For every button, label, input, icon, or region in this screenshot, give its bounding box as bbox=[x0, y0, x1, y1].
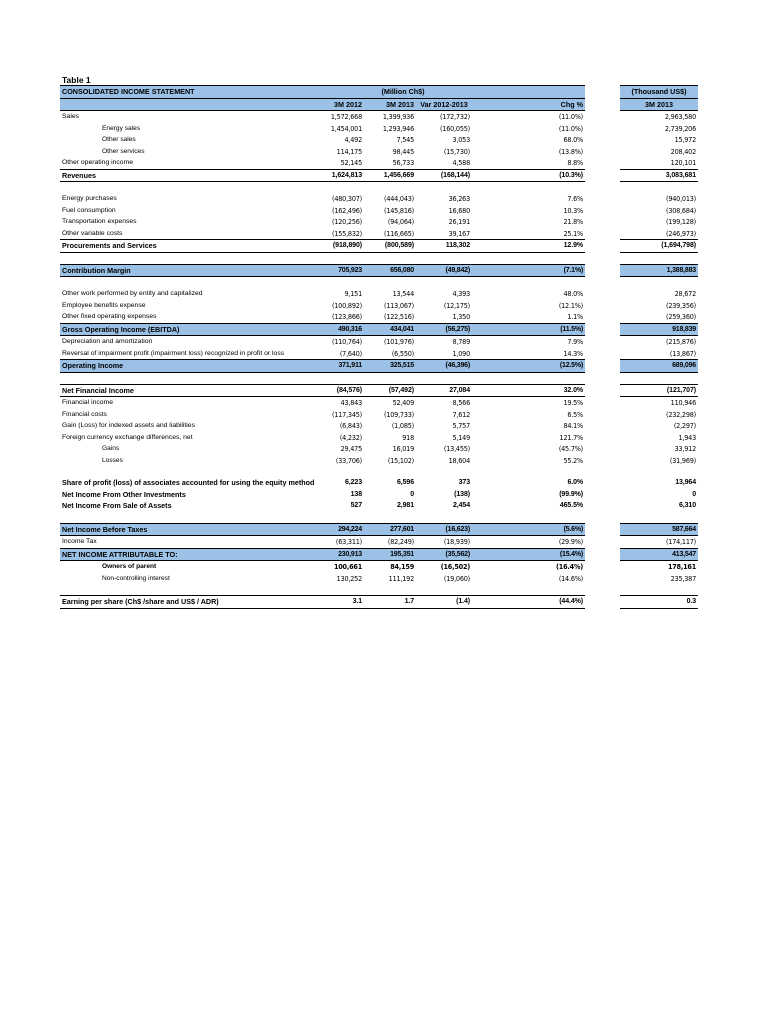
row-label: Owners of parent bbox=[102, 563, 157, 570]
value-chg: 8.8% bbox=[567, 158, 583, 167]
value-3m2012: 114,175 bbox=[336, 146, 362, 156]
value-chg: 465.5% bbox=[559, 502, 583, 509]
value-chg: (5.6%) bbox=[520, 523, 585, 536]
value-3m2013: (444,043) bbox=[384, 194, 414, 203]
value-3m2013: 0 bbox=[410, 490, 414, 498]
value-chg: 21.8% bbox=[563, 217, 583, 226]
value-3m2013: 656,080 bbox=[364, 264, 416, 277]
row-revenues bbox=[60, 169, 698, 182]
row-financial-income bbox=[60, 397, 698, 409]
value-3m2012: 52,145 bbox=[340, 158, 362, 167]
value-3m2013: 918 bbox=[402, 432, 414, 442]
value-var: 39,167 bbox=[448, 228, 470, 238]
row-energy-sales bbox=[60, 123, 698, 135]
value-chg: 19.5% bbox=[563, 398, 583, 407]
value-usd: (246,973) bbox=[666, 228, 696, 238]
value-3m2012: (6,843) bbox=[339, 421, 362, 430]
value-3m2012: (918,890) bbox=[286, 240, 364, 253]
value-3m2013: 7,545 bbox=[396, 135, 414, 144]
value-3m2012: 527 bbox=[350, 502, 362, 509]
value-chg: (14.6%) bbox=[558, 573, 583, 583]
row-energy-purchases bbox=[60, 193, 698, 205]
value-3m2013: (145,816) bbox=[384, 205, 414, 215]
value-var: 4,393 bbox=[452, 289, 470, 298]
row-label: Gain (Loss) for indexed assets and liabilities bbox=[62, 422, 195, 429]
value-3m2012: 3.1 bbox=[286, 596, 364, 609]
value-var: (16,502) bbox=[440, 562, 470, 571]
spacer-row bbox=[60, 252, 698, 264]
value-chg: 32.0% bbox=[520, 384, 585, 397]
value-3m2013: 52,409 bbox=[392, 398, 414, 407]
value-3m2013: 56,733 bbox=[392, 158, 414, 167]
value-usd: 120,101 bbox=[670, 158, 696, 167]
value-usd: (215,876) bbox=[666, 337, 696, 346]
value-3m2013: (6,550) bbox=[391, 348, 414, 358]
row-label: Net Income Before Taxes bbox=[60, 523, 286, 536]
row-net-income-before-taxes bbox=[60, 523, 698, 536]
spacer-row bbox=[60, 584, 698, 596]
row-earning-per-share-ch-share-and-us-adr bbox=[60, 596, 698, 609]
row-depreciation-and-amortization bbox=[60, 336, 698, 348]
value-chg: (11.0%) bbox=[558, 112, 583, 121]
million-group-header: (Million Ch$) bbox=[286, 86, 520, 99]
value-usd: (940,013) bbox=[666, 194, 696, 203]
value-chg: (45.7%) bbox=[558, 444, 583, 453]
row-contribution-margin bbox=[60, 264, 698, 277]
value-3m2012: 371,911 bbox=[286, 360, 364, 373]
value-var: 7,612 bbox=[452, 409, 470, 419]
row-label: Other fixed operating expenses bbox=[62, 313, 157, 320]
row-label: Depreciation and amortization bbox=[62, 338, 153, 345]
value-var: 36,263 bbox=[448, 194, 470, 203]
value-3m2012: (33,706) bbox=[335, 455, 362, 465]
value-chg: 48.0% bbox=[563, 289, 583, 298]
col-header-usd: 3M 2013 bbox=[620, 98, 698, 111]
value-chg: (7.1%) bbox=[520, 264, 585, 277]
row-other-sales bbox=[60, 134, 698, 146]
value-var: (19,060) bbox=[443, 573, 470, 583]
value-3m2013: 2,981 bbox=[396, 502, 414, 509]
value-usd: 3,083,681 bbox=[620, 169, 698, 182]
value-usd: (232,298) bbox=[666, 409, 696, 419]
value-3m2012: 6,223 bbox=[344, 479, 362, 486]
value-3m2012: (117,345) bbox=[332, 409, 362, 419]
value-3m2012: 230,913 bbox=[286, 548, 364, 561]
value-var: (46,396) bbox=[416, 360, 472, 373]
row-label: Net Financial Income bbox=[60, 384, 286, 397]
value-usd: 178,161 bbox=[667, 562, 696, 571]
row-label: Other operating income bbox=[62, 159, 134, 166]
value-usd: (31,969) bbox=[669, 455, 696, 465]
row-label: Other services bbox=[102, 147, 145, 155]
row-label: Gross Operating Income (EBITDA) bbox=[60, 323, 286, 336]
value-3m2013: 13,544 bbox=[392, 289, 414, 298]
value-3m2012: (63,311) bbox=[335, 537, 362, 546]
value-3m2013: (1,085) bbox=[391, 421, 414, 430]
value-var: 5,149 bbox=[452, 432, 470, 442]
value-usd: (2,297) bbox=[673, 421, 696, 430]
row-label: NET INCOME ATTRIBUTABLE TO: bbox=[60, 548, 286, 561]
row-label: Share of profit (loss) of associates accounted for using the equity method bbox=[62, 478, 315, 487]
row-label: Gains bbox=[102, 445, 120, 452]
table-label: Table 1 bbox=[62, 75, 91, 85]
value-chg: (11.5%) bbox=[520, 323, 585, 336]
row-label: Financial income bbox=[62, 399, 113, 406]
value-3m2013: 325,515 bbox=[364, 360, 416, 373]
value-chg: 10.3% bbox=[563, 205, 583, 215]
value-3m2012: (162,496) bbox=[332, 205, 362, 215]
value-usd: 2,739,206 bbox=[664, 123, 696, 133]
value-usd: (174,117) bbox=[666, 537, 696, 546]
value-chg: (10.3%) bbox=[520, 169, 585, 182]
value-3m2012: 130,252 bbox=[336, 573, 362, 583]
row-gains bbox=[60, 443, 698, 455]
value-3m2013: 195,351 bbox=[364, 548, 416, 561]
value-chg: 6.0% bbox=[567, 479, 583, 486]
value-var: (16,623) bbox=[416, 523, 472, 536]
value-var: 8,566 bbox=[452, 398, 470, 407]
col-header-chg: Chg % bbox=[520, 98, 585, 111]
value-3m2013: 1,399,936 bbox=[382, 112, 414, 121]
value-chg: (12.5%) bbox=[520, 360, 585, 373]
spacer-row bbox=[60, 466, 698, 477]
row-other-work-performed-by-entity-and-capitalized bbox=[60, 288, 698, 300]
value-usd: 208,402 bbox=[670, 146, 696, 156]
value-chg: 12.9% bbox=[520, 240, 585, 253]
value-chg: 7.9% bbox=[567, 337, 583, 346]
value-chg: (99.9%) bbox=[559, 490, 583, 498]
row-label: Non-controlling interest bbox=[102, 574, 170, 582]
value-usd: 2,963,580 bbox=[664, 112, 696, 121]
row-other-variable-costs bbox=[60, 228, 698, 240]
row-label: Energy sales bbox=[102, 124, 141, 132]
row-label: Revenues bbox=[60, 169, 286, 182]
value-3m2013: (116,665) bbox=[384, 228, 414, 238]
col-header-3m2012: 3M 2012 bbox=[286, 98, 364, 111]
value-3m2012: 1,454,001 bbox=[330, 123, 362, 133]
value-3m2013: 98,445 bbox=[392, 146, 414, 156]
value-3m2013: (15,102) bbox=[387, 455, 414, 465]
value-var: 373 bbox=[458, 479, 470, 486]
value-3m2012: 705,923 bbox=[286, 264, 364, 277]
value-3m2013: (800,589) bbox=[364, 240, 416, 253]
row-label: Net Income From Sale of Assets bbox=[62, 501, 172, 510]
col-header-var: Var 2012-2013 bbox=[416, 98, 472, 111]
value-var: 8,789 bbox=[452, 337, 470, 346]
value-3m2013: (101,976) bbox=[384, 337, 414, 346]
value-3m2012: 29,475 bbox=[340, 444, 362, 453]
row-employee-benefits-expense bbox=[60, 300, 698, 312]
value-usd: (259,360) bbox=[666, 312, 696, 321]
value-usd: 0 bbox=[692, 490, 696, 498]
row-label: Contribution Margin bbox=[60, 264, 286, 277]
value-chg: 7.6% bbox=[567, 194, 583, 203]
row-other-operating-income bbox=[60, 157, 698, 169]
value-usd: 33,912 bbox=[674, 444, 696, 453]
row-foreign-currency-exchange-differences-net bbox=[60, 432, 698, 444]
value-3m2013: 1,293,946 bbox=[382, 123, 414, 133]
row-sales bbox=[60, 111, 698, 123]
row-other-fixed-operating-expenses bbox=[60, 311, 698, 323]
value-3m2013: 16,019 bbox=[392, 444, 414, 453]
value-chg: (15.4%) bbox=[520, 548, 585, 561]
value-chg: (44.4%) bbox=[520, 596, 585, 609]
value-usd: 6,310 bbox=[678, 502, 696, 509]
value-3m2012: 294,224 bbox=[286, 523, 364, 536]
value-chg: (29.9%) bbox=[558, 537, 583, 546]
value-3m2013: (122,516) bbox=[384, 312, 414, 321]
value-var: (13,455) bbox=[443, 444, 470, 453]
value-usd: (121,707) bbox=[620, 384, 698, 397]
spacer-row bbox=[60, 182, 698, 194]
row-fuel-consumption bbox=[60, 205, 698, 217]
row-share-of-profit-loss-of-associates-accounted-for-using-the-equity-method bbox=[60, 477, 698, 489]
value-var: (18,939) bbox=[443, 537, 470, 546]
value-3m2012: (100,892) bbox=[332, 300, 362, 310]
value-usd: 15,972 bbox=[674, 135, 696, 144]
value-3m2013: (94,064) bbox=[387, 217, 414, 226]
value-3m2012: (120,256) bbox=[332, 217, 362, 226]
row-label: Other work performed by entity and capitalized bbox=[62, 290, 203, 297]
value-var: 27,084 bbox=[416, 384, 472, 397]
value-usd: 235,387 bbox=[670, 573, 696, 583]
row-owners-of-parent bbox=[60, 561, 698, 573]
value-chg: 1.1% bbox=[567, 312, 583, 321]
value-var: (56,275) bbox=[416, 323, 472, 336]
value-chg: (11.0%) bbox=[558, 123, 583, 133]
value-usd: (239,356) bbox=[666, 300, 696, 310]
value-chg: 84.1% bbox=[563, 421, 583, 430]
value-var: (49,842) bbox=[416, 264, 472, 277]
value-3m2013: 1,456,669 bbox=[364, 169, 416, 182]
value-3m2012: 138 bbox=[350, 490, 362, 498]
value-3m2012: (84,576) bbox=[286, 384, 364, 397]
row-label: Earning per share (Ch$ /share and US$ / ADR) bbox=[60, 596, 286, 609]
value-var: 1,090 bbox=[452, 348, 470, 358]
value-3m2013: (113,067) bbox=[384, 300, 414, 310]
value-3m2012: 100,661 bbox=[333, 562, 362, 571]
value-chg: (12.1%) bbox=[558, 300, 583, 310]
section-title: CONSOLIDATED INCOME STATEMENT bbox=[60, 86, 286, 99]
value-usd: (13,867) bbox=[669, 348, 696, 358]
value-usd: 28,672 bbox=[674, 289, 696, 298]
row-gross-operating-income-ebitda bbox=[60, 323, 698, 336]
row-operating-income bbox=[60, 360, 698, 373]
value-3m2012: (4,232) bbox=[339, 432, 362, 442]
value-var: 1,350 bbox=[452, 312, 470, 321]
value-3m2013: 111,192 bbox=[388, 573, 414, 583]
row-other-services bbox=[60, 146, 698, 158]
spacer-row bbox=[60, 512, 698, 524]
value-var: (160,055) bbox=[440, 123, 470, 133]
value-3m2013: 434,041 bbox=[364, 323, 416, 336]
header-row-2 bbox=[60, 98, 698, 111]
value-var: (15,730) bbox=[443, 146, 470, 156]
value-var: 16,680 bbox=[448, 205, 470, 215]
row-losses bbox=[60, 455, 698, 467]
value-usd: (199,128) bbox=[666, 217, 696, 226]
value-3m2012: 9,151 bbox=[344, 289, 362, 298]
row-label: Losses bbox=[102, 456, 123, 464]
value-var: 18,604 bbox=[448, 455, 470, 465]
value-chg: 121.7% bbox=[559, 432, 583, 442]
row-label: Sales bbox=[62, 113, 80, 120]
row-income-tax bbox=[60, 536, 698, 549]
row-financial-costs bbox=[60, 409, 698, 421]
value-var: (168,144) bbox=[416, 169, 472, 182]
row-label: Fuel consumption bbox=[62, 206, 116, 214]
row-net-financial-income bbox=[60, 384, 698, 397]
value-3m2012: 4,492 bbox=[344, 135, 362, 144]
value-usd: 1,943 bbox=[678, 432, 696, 442]
value-3m2013: 6,596 bbox=[396, 479, 414, 486]
value-var: (172,732) bbox=[440, 112, 470, 121]
value-3m2013: (57,492) bbox=[364, 384, 416, 397]
value-3m2012: (155,832) bbox=[332, 228, 362, 238]
value-var: 4,588 bbox=[452, 158, 470, 167]
row-label: Income Tax bbox=[62, 538, 97, 545]
value-usd: (308,684) bbox=[666, 205, 696, 215]
value-chg: 55.2% bbox=[563, 455, 583, 465]
spacer-row bbox=[60, 372, 698, 384]
row-label: Employee benefits expense bbox=[62, 301, 146, 309]
row-procurements-and-services bbox=[60, 240, 698, 253]
row-label: Other variable costs bbox=[62, 229, 123, 237]
value-chg: 25.1% bbox=[563, 228, 583, 238]
value-3m2012: 1,624,813 bbox=[286, 169, 364, 182]
value-3m2012: 490,316 bbox=[286, 323, 364, 336]
value-3m2012: (480,307) bbox=[332, 194, 362, 203]
value-usd: 587,664 bbox=[620, 523, 698, 536]
value-var: 3,053 bbox=[452, 135, 470, 144]
row-label: Foreign currency exchange differences, net bbox=[62, 433, 193, 441]
value-chg: 14.3% bbox=[563, 348, 583, 358]
row-label: Other sales bbox=[102, 136, 136, 143]
value-3m2013: 1.7 bbox=[364, 596, 416, 609]
value-usd: 0.3 bbox=[620, 596, 698, 609]
row-label: Transportation expenses bbox=[62, 218, 137, 225]
value-usd: 110,946 bbox=[670, 398, 696, 407]
row-label: Energy purchases bbox=[62, 195, 117, 202]
value-var: (35,562) bbox=[416, 548, 472, 561]
value-chg: (16.4%) bbox=[556, 562, 583, 571]
value-var: 118,302 bbox=[416, 240, 472, 253]
value-chg: (13.8%) bbox=[558, 146, 583, 156]
value-var: (138) bbox=[454, 490, 470, 498]
value-3m2013: (109,733) bbox=[384, 409, 414, 419]
value-3m2012: (123,866) bbox=[332, 312, 362, 321]
col-header-3m2013: 3M 2013 bbox=[364, 98, 416, 111]
value-3m2012: (110,764) bbox=[332, 337, 362, 346]
thousand-group-header: (Thousand US$) bbox=[620, 86, 698, 99]
value-3m2013: 277,601 bbox=[364, 523, 416, 536]
row-reversal-of-impairment-profit-impairment-loss-recognized-in-profit-or-loss bbox=[60, 348, 698, 360]
row-label: Net Income From Other Investments bbox=[62, 489, 186, 499]
row-gain-loss-for-indexed-assets-and-liabilities bbox=[60, 420, 698, 432]
value-usd: 413,547 bbox=[620, 548, 698, 561]
row-transportation-expenses bbox=[60, 216, 698, 228]
value-usd: 1,388,883 bbox=[620, 264, 698, 277]
value-var: 26,191 bbox=[448, 217, 470, 226]
row-net-income-attributable-to bbox=[60, 548, 698, 561]
value-var: (12,175) bbox=[443, 300, 470, 310]
spacer-row bbox=[60, 277, 698, 289]
row-net-income-from-other-investments bbox=[60, 489, 698, 501]
row-non-controlling-interest bbox=[60, 573, 698, 585]
value-var: 2,454 bbox=[452, 502, 470, 509]
value-3m2012: (7,640) bbox=[339, 348, 362, 358]
value-usd: 918,839 bbox=[620, 323, 698, 336]
row-net-income-from-sale-of-assets bbox=[60, 500, 698, 512]
value-3m2013: (82,249) bbox=[387, 537, 414, 546]
value-usd: 689,096 bbox=[620, 360, 698, 373]
value-3m2012: 43,843 bbox=[340, 398, 362, 407]
income-statement-table bbox=[60, 85, 698, 609]
value-usd: (1,694,798) bbox=[620, 240, 698, 253]
value-chg: 6.5% bbox=[567, 409, 583, 419]
header-row-1 bbox=[60, 86, 698, 99]
value-var: (1.4) bbox=[416, 596, 472, 609]
value-3m2012: 1,572,668 bbox=[330, 112, 362, 121]
row-label: Reversal of impairment profit (impairment loss) recognized in profit or loss bbox=[62, 349, 285, 357]
row-label: Procurements and Services bbox=[60, 240, 286, 253]
row-label: Operating Income bbox=[60, 360, 286, 373]
value-chg: 68.0% bbox=[563, 135, 583, 144]
row-label: Financial costs bbox=[62, 410, 107, 418]
value-3m2013: 84,159 bbox=[390, 562, 414, 571]
value-var: 5,757 bbox=[452, 421, 470, 430]
value-usd: 13,964 bbox=[675, 479, 696, 486]
